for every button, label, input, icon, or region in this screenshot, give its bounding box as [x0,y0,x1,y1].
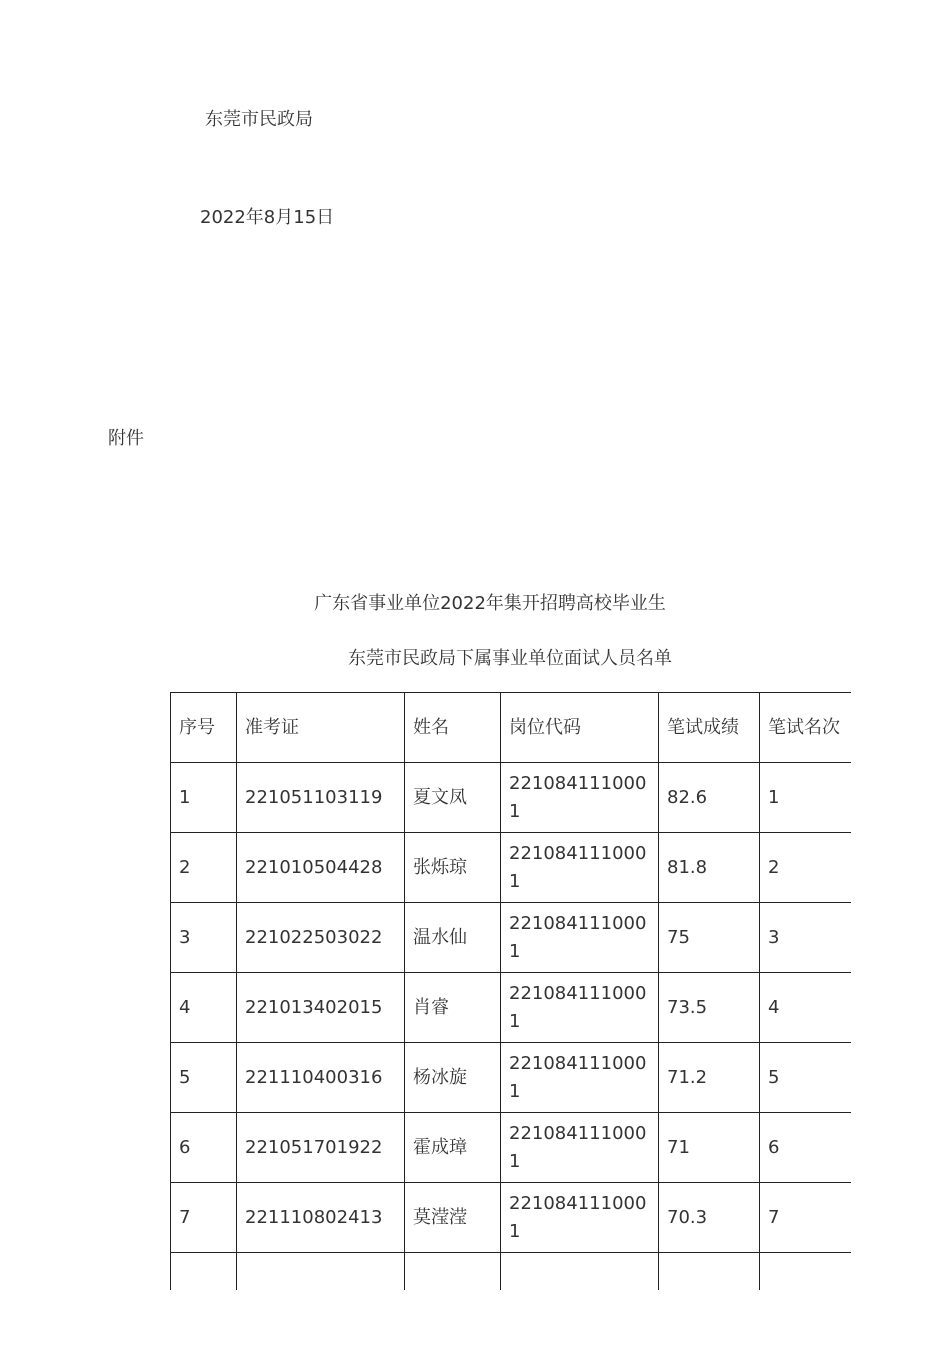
header-seq: 序号 [171,693,237,763]
cell-seq: 6 [171,1113,237,1183]
cell-name: 温水仙 [405,903,501,973]
table-row [171,973,852,1043]
cell-score: 81.8 [659,833,760,903]
table-row [171,1183,852,1253]
cell-ticket: 221013402015 [237,973,405,1043]
cell-position-code: 2210841110001 [501,763,659,833]
cell-score: 82.6 [659,763,760,833]
cell-seq: 3 [171,903,237,973]
header-name: 姓名 [405,693,501,763]
cell-seq: 7 [171,1183,237,1253]
header-position-code: 岗位代码 [501,693,659,763]
cell-name: 霍成璋 [405,1113,501,1183]
interview-list-table [170,692,851,1290]
cell-name: 莫滢滢 [405,1183,501,1253]
cell-name [405,1253,501,1291]
table-row [171,833,852,903]
cell-seq: 1 [171,763,237,833]
table-row [171,903,852,973]
cell-rank [760,1253,852,1291]
cell-ticket: 221051701922 [237,1113,405,1183]
interview-list-table-wrapper [170,692,851,1290]
cell-ticket: 221110400316 [237,1043,405,1113]
cell-score [659,1253,760,1291]
table-title-line2: 东莞市民政局下属事业单位面试人员名单 [348,648,672,669]
cell-score: 71 [659,1113,760,1183]
cell-position-code: 2210841110001 [501,1183,659,1253]
table-row [171,1043,852,1113]
organization-name: 东莞市民政局 [205,109,313,130]
cell-ticket: 221022503022 [237,903,405,973]
table-row [171,763,852,833]
cell-position-code: 2210841110001 [501,833,659,903]
header-score: 笔试成绩 [659,693,760,763]
cell-rank: 5 [760,1043,852,1113]
table-title-line1: 广东省事业单位2022年集开招聘高校毕业生 [314,593,666,614]
cell-seq: 5 [171,1043,237,1113]
cell-ticket: 221110802413 [237,1183,405,1253]
cell-position-code: 2210841110001 [501,973,659,1043]
cell-ticket: 221051103119 [237,763,405,833]
cell-score: 70.3 [659,1183,760,1253]
cell-position-code: 2210841110001 [501,1113,659,1183]
cell-rank: 4 [760,973,852,1043]
document-date: 2022年8月15日 [200,207,335,228]
cell-seq [171,1253,237,1291]
cell-position-code [501,1253,659,1291]
cell-score: 75 [659,903,760,973]
cell-name: 杨冰旋 [405,1043,501,1113]
cell-ticket: 221010504428 [237,833,405,903]
cell-position-code: 2210841110001 [501,903,659,973]
header-ticket: 准考证 [237,693,405,763]
header-rank: 笔试名次 [760,693,852,763]
cell-seq: 4 [171,973,237,1043]
cell-name: 肖睿 [405,973,501,1043]
cell-rank: 1 [760,763,852,833]
attachment-label: 附件 [108,428,144,449]
cell-ticket [237,1253,405,1291]
cell-name: 夏文凤 [405,763,501,833]
cell-position-code: 2210841110001 [501,1043,659,1113]
cell-rank: 7 [760,1183,852,1253]
cell-name: 张烁琼 [405,833,501,903]
cell-score: 73.5 [659,973,760,1043]
table-header-row [171,693,852,763]
cell-rank: 6 [760,1113,852,1183]
cell-rank: 2 [760,833,852,903]
cell-seq: 2 [171,833,237,903]
table-row [171,1113,852,1183]
cell-score: 71.2 [659,1043,760,1113]
table-row [171,1253,852,1291]
cell-rank: 3 [760,903,852,973]
